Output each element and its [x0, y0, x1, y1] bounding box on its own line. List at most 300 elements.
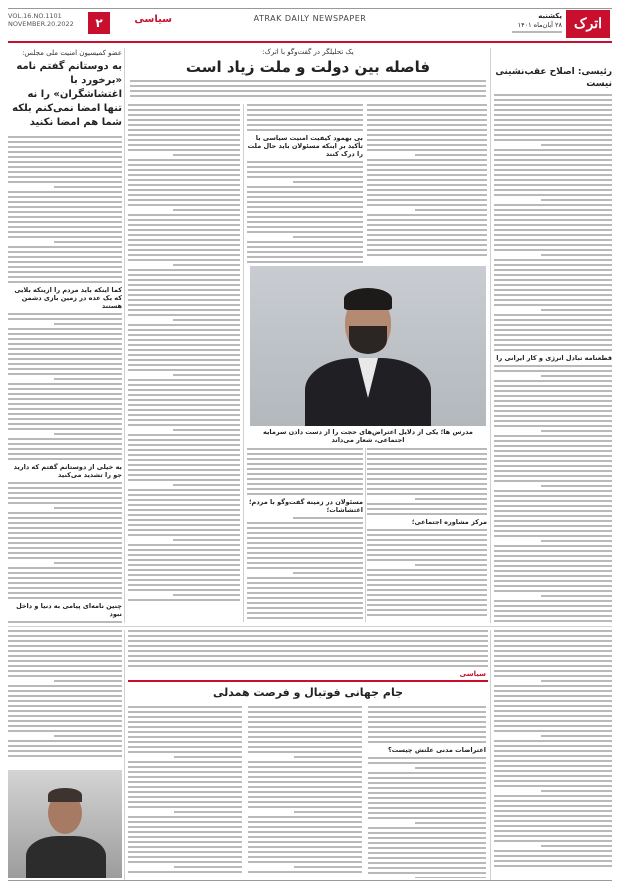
text-line	[128, 289, 240, 291]
text-line	[8, 146, 122, 148]
text-line	[494, 339, 612, 341]
text-line	[128, 489, 240, 491]
bottom-section-label: سیاسی	[459, 670, 486, 678]
text-line	[367, 513, 487, 515]
text-line	[8, 271, 122, 273]
text-line	[173, 374, 240, 376]
text-line	[128, 134, 240, 136]
text-line	[8, 423, 122, 425]
text-line	[128, 635, 488, 637]
text-line	[494, 259, 612, 261]
left-body-text	[8, 136, 122, 623]
text-line	[8, 251, 122, 253]
text-line	[247, 478, 363, 480]
text-line	[248, 781, 362, 783]
text-line	[494, 370, 612, 372]
text-line	[128, 861, 242, 863]
text-line	[54, 735, 122, 737]
text-line	[8, 487, 122, 489]
text-line	[247, 537, 363, 539]
text-line	[8, 328, 122, 330]
text-line	[494, 460, 612, 462]
text-line	[494, 610, 612, 612]
text-line	[128, 454, 240, 456]
text-line	[368, 867, 486, 869]
text-line	[8, 630, 122, 632]
text-line	[8, 313, 122, 315]
text-line	[494, 520, 612, 522]
bottom-portrait-body	[26, 836, 106, 878]
text-line	[368, 837, 486, 839]
text-line	[494, 575, 612, 577]
text-line	[128, 114, 240, 116]
text-line	[8, 572, 122, 574]
text-line	[128, 204, 240, 206]
text-line	[247, 612, 363, 614]
text-line	[128, 449, 240, 451]
text-line	[248, 831, 362, 833]
text-line	[415, 498, 487, 500]
text-line	[8, 413, 122, 415]
issue-meta	[8, 12, 88, 38]
text-line	[541, 595, 612, 597]
text-line	[368, 832, 486, 834]
text-line	[128, 299, 240, 301]
text-line	[247, 522, 363, 524]
text-line	[494, 219, 612, 221]
text-line	[415, 877, 486, 878]
text-line	[494, 765, 612, 767]
text-line	[8, 497, 122, 499]
text-line	[415, 564, 487, 566]
text-line	[8, 527, 122, 529]
text-line	[494, 800, 612, 802]
text-line	[494, 535, 612, 537]
text-line	[494, 334, 612, 336]
text-line	[415, 767, 486, 769]
text-line	[128, 239, 240, 241]
text-line	[128, 474, 240, 476]
text-line	[293, 236, 363, 238]
text-line	[494, 119, 612, 121]
text-line	[367, 599, 487, 601]
text-line	[247, 114, 363, 116]
text-line	[247, 567, 363, 569]
text-line	[8, 517, 122, 519]
text-line	[367, 239, 487, 241]
text-line	[8, 358, 122, 360]
text-line	[8, 725, 122, 727]
text-line	[494, 410, 612, 412]
text-line	[367, 614, 487, 616]
text-line	[8, 621, 122, 623]
text-line	[494, 835, 612, 837]
text-line	[494, 670, 612, 672]
text-line	[494, 705, 612, 707]
text-line	[248, 821, 362, 823]
text-line	[494, 465, 612, 467]
text-line	[368, 777, 486, 779]
text-line	[8, 492, 122, 494]
text-line	[494, 274, 612, 276]
page-number: ۲	[95, 16, 103, 30]
center-col-1	[128, 104, 240, 622]
text-line	[247, 221, 363, 223]
text-line	[368, 842, 486, 844]
text-line	[494, 760, 612, 762]
text-line	[247, 527, 363, 529]
text-line	[8, 256, 122, 258]
text-line	[494, 425, 612, 427]
text-line	[494, 590, 612, 592]
text-line	[247, 206, 363, 208]
text-line	[54, 323, 122, 325]
text-line	[128, 129, 240, 131]
text-line	[248, 726, 362, 728]
text-line	[128, 776, 242, 778]
text-line	[8, 640, 122, 642]
text-line	[128, 796, 242, 798]
text-line	[294, 756, 362, 758]
text-line	[128, 369, 240, 371]
text-line	[247, 582, 363, 584]
text-line	[247, 109, 363, 111]
text-line	[247, 246, 363, 248]
text-line	[248, 751, 362, 753]
text-line	[367, 448, 487, 450]
text-line	[367, 493, 487, 495]
bottom-text-upper	[128, 630, 488, 668]
text-line	[494, 710, 612, 712]
text-line	[128, 871, 242, 873]
text-line	[128, 139, 240, 141]
text-line	[367, 483, 487, 485]
text-line	[368, 812, 486, 814]
date-block	[500, 12, 562, 36]
text-line	[174, 866, 242, 868]
text-line	[368, 731, 486, 733]
text-line	[8, 458, 122, 460]
text-line	[494, 440, 612, 442]
bottom-section-bar	[128, 680, 488, 682]
text-line	[541, 375, 612, 377]
text-line	[541, 540, 612, 542]
text-line	[494, 134, 612, 136]
left-article	[8, 48, 122, 623]
text-line	[248, 746, 362, 748]
text-line	[247, 166, 363, 168]
text-line	[367, 559, 487, 561]
text-line	[8, 236, 122, 238]
text-line	[367, 199, 487, 201]
text-line	[8, 597, 122, 599]
text-line	[367, 609, 487, 611]
text-line	[293, 572, 363, 574]
text-line	[128, 234, 240, 236]
text-line	[247, 463, 363, 465]
text-line	[247, 587, 363, 589]
text-line	[128, 821, 242, 823]
text-line	[494, 570, 612, 572]
text-line	[128, 419, 240, 421]
text-line	[130, 85, 486, 87]
text-line	[367, 219, 487, 221]
text-line	[248, 796, 362, 798]
text-line	[173, 264, 240, 266]
text-line	[494, 730, 612, 732]
text-line	[128, 589, 240, 591]
text-line	[128, 846, 242, 848]
text-line	[174, 811, 242, 813]
text-line	[128, 309, 240, 311]
text-line	[494, 114, 612, 116]
text-line	[8, 156, 122, 158]
text-line	[8, 740, 122, 742]
text-line	[8, 211, 122, 213]
text-line	[368, 757, 486, 759]
text-line	[367, 124, 487, 126]
text-line	[128, 254, 240, 256]
text-line	[367, 104, 487, 106]
text-line	[367, 468, 487, 470]
logo-text: اترک	[573, 16, 603, 32]
text-line	[494, 214, 612, 216]
text-line	[8, 368, 122, 370]
text-line	[128, 404, 240, 406]
text-line	[367, 229, 487, 231]
center-col-3	[367, 104, 487, 264]
text-line	[494, 550, 612, 552]
text-line	[8, 171, 122, 173]
text-line	[8, 745, 122, 747]
text-line	[494, 675, 612, 677]
text-line	[494, 585, 612, 587]
text-line	[367, 529, 487, 531]
text-line	[494, 264, 612, 266]
text-line	[541, 790, 612, 792]
text-line	[494, 685, 612, 687]
text-line	[128, 726, 242, 728]
text-line	[8, 522, 122, 524]
text-line	[128, 119, 240, 121]
text-line	[494, 314, 612, 316]
text-line	[368, 817, 486, 819]
text-line	[494, 224, 612, 226]
text-line	[128, 199, 240, 201]
text-line	[128, 660, 488, 662]
text-line	[247, 186, 363, 188]
text-line	[8, 166, 122, 168]
text-line	[247, 216, 363, 218]
text-line	[248, 836, 362, 838]
text-line	[8, 690, 122, 692]
text-line	[128, 856, 242, 858]
text-line	[294, 811, 362, 813]
text-line	[8, 730, 122, 732]
text-line	[128, 836, 242, 838]
text-line	[54, 680, 122, 682]
text-line	[367, 604, 487, 606]
section-label	[112, 14, 172, 32]
text-line	[128, 364, 240, 366]
text-line	[128, 494, 240, 496]
text-line	[248, 856, 362, 858]
text-line	[367, 174, 487, 176]
text-line	[494, 400, 612, 402]
text-line	[128, 259, 240, 261]
text-line	[494, 209, 612, 211]
text-line	[173, 429, 240, 431]
text-line	[494, 324, 612, 326]
text-line	[8, 221, 122, 223]
text-line	[541, 735, 612, 737]
text-line	[128, 469, 240, 471]
text-line	[367, 139, 487, 141]
text-line	[494, 194, 612, 196]
text-line	[128, 584, 240, 586]
text-line	[494, 555, 612, 557]
text-line	[494, 530, 612, 532]
center-col-2	[247, 104, 363, 264]
text-line	[367, 184, 487, 186]
text-line	[368, 797, 486, 799]
paper-name-en: ATRAK DAILY NEWSPAPER	[253, 14, 367, 23]
text-line	[128, 721, 242, 723]
text-line	[8, 542, 122, 544]
text-line	[367, 458, 487, 460]
text-line	[494, 605, 612, 607]
text-line	[128, 359, 240, 361]
text-line	[494, 189, 612, 191]
text-line	[128, 124, 240, 126]
text-line	[494, 785, 612, 787]
text-line	[368, 807, 486, 809]
text-line	[128, 104, 240, 106]
text-line	[8, 557, 122, 559]
text-line	[8, 261, 122, 263]
text-line	[247, 592, 363, 594]
text-line	[173, 209, 240, 211]
text-line	[128, 279, 240, 281]
text-line	[8, 216, 122, 218]
text-line	[8, 151, 122, 153]
text-line	[247, 129, 363, 131]
text-line	[128, 324, 240, 326]
text-line	[368, 721, 486, 723]
text-line	[128, 214, 240, 216]
portrait-photo	[250, 266, 486, 426]
text-line	[494, 725, 612, 727]
text-line	[8, 266, 122, 268]
text-line	[367, 149, 487, 151]
bottom-col-3	[368, 706, 486, 878]
text-line	[494, 630, 612, 632]
text-line	[367, 204, 487, 206]
text-line	[368, 741, 486, 743]
text-line	[494, 104, 612, 106]
text-line	[130, 95, 486, 97]
text-line	[247, 161, 363, 163]
text-line	[494, 830, 612, 832]
text-line	[8, 645, 122, 647]
text-line	[494, 850, 612, 852]
text-line	[494, 695, 612, 697]
text-line	[367, 244, 487, 246]
text-line	[8, 191, 122, 193]
center-kicker: یک تحلیلگر در گفت‌وگو با اترک:	[262, 48, 354, 56]
text-line	[247, 468, 363, 470]
text-line	[128, 144, 240, 146]
text-line	[494, 184, 612, 186]
text-line	[128, 579, 240, 581]
text-line	[367, 453, 487, 455]
text-line	[8, 276, 122, 278]
text-line	[541, 430, 612, 432]
text-line	[54, 186, 122, 188]
text-line	[8, 675, 122, 677]
text-line	[494, 500, 612, 502]
text-line	[247, 617, 363, 619]
text-line	[494, 154, 612, 156]
text-line	[128, 389, 240, 391]
text-line	[367, 169, 487, 171]
text-line	[54, 378, 122, 380]
text-line	[173, 154, 240, 156]
text-line	[494, 365, 612, 367]
text-line	[128, 831, 242, 833]
text-line	[128, 514, 240, 516]
bottom-col-2	[248, 706, 362, 878]
text-line	[8, 502, 122, 504]
text-line	[8, 348, 122, 350]
text-line	[128, 781, 242, 783]
text-line	[248, 766, 362, 768]
text-line	[8, 720, 122, 722]
text-line	[494, 655, 612, 657]
text-line	[8, 408, 122, 410]
text-line	[128, 219, 240, 221]
text-line	[8, 705, 122, 707]
bottom-rule	[8, 880, 612, 881]
text-line	[247, 448, 363, 450]
text-line	[494, 650, 612, 652]
text-line	[128, 334, 240, 336]
text-line	[128, 716, 242, 718]
text-line	[494, 269, 612, 271]
text-line	[8, 373, 122, 375]
text-line	[247, 547, 363, 549]
text-line	[128, 559, 240, 561]
text-line	[494, 94, 612, 96]
text-line	[248, 841, 362, 843]
subheading: چنین نامه‌ای پیامی به دنیا و داخل نبود	[16, 602, 122, 618]
text-line	[8, 226, 122, 228]
text-line	[494, 415, 612, 417]
text-line	[494, 745, 612, 747]
text-line	[293, 517, 363, 519]
text-line	[8, 660, 122, 662]
text-line	[494, 620, 612, 622]
text-line	[128, 791, 242, 793]
text-line	[128, 179, 240, 181]
text-line	[494, 445, 612, 447]
text-line	[128, 354, 240, 356]
text-line	[247, 453, 363, 455]
text-line	[247, 473, 363, 475]
text-line	[367, 129, 487, 131]
text-line	[494, 174, 612, 176]
text-line	[128, 349, 240, 351]
